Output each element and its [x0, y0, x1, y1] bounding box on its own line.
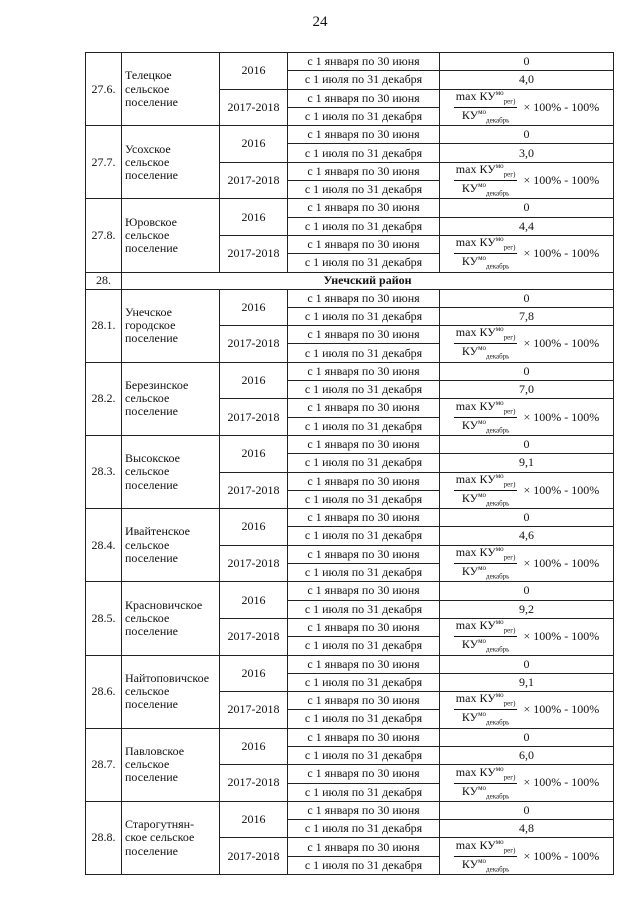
period-cell: с 1 июля по 31 декабря — [288, 107, 440, 125]
formula-den-sup: мо — [478, 710, 487, 719]
period-cell: с 1 января по 30 июня — [288, 199, 440, 217]
formula-den-main: КУ — [461, 344, 479, 359]
settlement-name-cell — [122, 582, 220, 655]
formula-denominator — [462, 710, 510, 727]
value-cell: 0 — [440, 435, 614, 453]
year-cell: 2017-2018 — [220, 472, 288, 509]
year-cell: 2017-2018 — [220, 692, 288, 729]
period-cell: с 1 января по 30 июня — [288, 655, 440, 673]
period-cell: с 1 июля по 31 декабря — [288, 144, 440, 162]
period-cell: с 1 января по 30 июня — [288, 289, 440, 307]
formula — [443, 163, 610, 198]
formula-den-sub: декабрь — [486, 426, 510, 435]
formula-den-sup: мо — [478, 783, 487, 792]
formula-fraction — [454, 619, 518, 654]
period-cell: с 1 июля по 31 декабря — [288, 181, 440, 199]
formula-fraction — [454, 692, 518, 727]
value-cell: 0 — [440, 801, 614, 819]
settlement-name: Березинское сельское поселение — [125, 378, 189, 419]
formula-numerator — [454, 473, 518, 491]
year-cell: 2017-2018 — [220, 838, 288, 875]
period-cell: с 1 июля по 31 декабря — [288, 710, 440, 728]
settlement-name-cell — [122, 362, 220, 435]
formula-tail: × 100% - 100% — [523, 848, 600, 863]
formula-denominator — [462, 108, 510, 125]
period-cell: с 1 июля по 31 декабря — [288, 673, 440, 691]
period-cell: с 1 июля по 31 декабря — [288, 381, 440, 399]
formula-den-main: КУ — [461, 564, 479, 579]
row-number: 28.2. — [86, 362, 122, 435]
period-cell: с 1 июля по 31 декабря — [288, 564, 440, 582]
period-cell: с 1 июля по 31 декабря — [288, 454, 440, 472]
value-cell: 0 — [440, 199, 614, 217]
formula-num-sub: рег) — [503, 846, 516, 855]
page-number: 24 — [312, 14, 328, 30]
formula-denominator — [462, 784, 510, 801]
formula-num-main: max КУ — [455, 545, 496, 559]
formula-den-sub: декабрь — [486, 645, 510, 654]
formula — [443, 473, 610, 508]
settlement-name: Старогутнян- ское сельское поселение — [125, 817, 195, 858]
settlement-name-cell — [122, 289, 220, 362]
formula-den-sub: декабрь — [486, 262, 510, 271]
period-cell: с 1 января по 30 июня — [288, 89, 440, 107]
year-cell: 2016 — [220, 126, 288, 163]
year-cell: 2016 — [220, 801, 288, 838]
formula-num-sub: рег) — [503, 699, 516, 708]
settlement-name-cell — [122, 801, 220, 874]
formula-den-sup: мо — [478, 417, 487, 426]
settlement-name: Павловское сельское поселение — [125, 744, 185, 785]
formula-denominator — [462, 637, 510, 654]
formula-denominator — [462, 254, 510, 271]
year-cell: 2016 — [220, 362, 288, 399]
formula-denominator — [462, 857, 510, 874]
year-cell: 2017-2018 — [220, 326, 288, 363]
period-cell: с 1 января по 30 июня — [288, 235, 440, 253]
period-cell: с 1 января по 30 июня — [288, 399, 440, 417]
year-cell: 2016 — [220, 199, 288, 236]
formula-num-sup: мо — [495, 545, 504, 553]
period-cell: с 1 января по 30 июня — [288, 362, 440, 380]
period-cell: с 1 июля по 31 декабря — [288, 344, 440, 362]
settlement-row — [86, 199, 614, 217]
formula-numerator — [454, 546, 518, 564]
period-cell: с 1 января по 30 июня — [288, 126, 440, 144]
year-cell: 2016 — [220, 728, 288, 765]
period-cell: с 1 января по 30 июня — [288, 53, 440, 71]
settlement-name-cell — [122, 655, 220, 728]
period-cell: с 1 июля по 31 декабря — [288, 600, 440, 618]
formula-num-sup: мо — [495, 691, 504, 700]
formula — [443, 839, 610, 874]
formula-cell — [440, 545, 614, 582]
formula-cell — [440, 399, 614, 436]
formula-num-sup: мо — [495, 89, 504, 97]
formula-den-main: КУ — [461, 710, 479, 725]
period-cell: с 1 июля по 31 декабря — [288, 307, 440, 325]
formula-den-sub: декабрь — [486, 189, 510, 198]
district-title: Унечский район — [122, 272, 614, 289]
period-cell: с 1 июля по 31 декабря — [288, 254, 440, 272]
formula-tail: × 100% - 100% — [523, 409, 600, 424]
value-cell: 9,1 — [440, 673, 614, 691]
formula-num-main: max КУ — [455, 89, 496, 103]
formula-num-sub: рег) — [503, 243, 516, 252]
formula-num-sup: мо — [495, 398, 504, 407]
period-cell: с 1 июля по 31 декабря — [288, 820, 440, 838]
value-cell: 4,6 — [440, 527, 614, 545]
formula-tail: × 100% - 100% — [523, 336, 600, 351]
year-cell: 2016 — [220, 509, 288, 546]
formula-num-sup: мо — [495, 472, 504, 480]
formula-tail: × 100% - 100% — [523, 246, 600, 261]
value-cell: 9,2 — [440, 600, 614, 618]
formula-den-sup: мо — [478, 344, 487, 353]
formula-numerator — [454, 400, 518, 418]
period-cell: с 1 июля по 31 декабря — [288, 217, 440, 235]
formula-num-sub: рег) — [503, 626, 516, 635]
formula-den-sub: декабрь — [486, 865, 510, 874]
period-cell: с 1 января по 30 июня — [288, 545, 440, 563]
formula-den-main: КУ — [461, 254, 479, 269]
formula-num-sup: мо — [495, 764, 504, 773]
settlement-row — [86, 728, 614, 746]
formula-fraction — [454, 90, 518, 125]
formula-num-main: max КУ — [455, 837, 496, 852]
formula-cell — [440, 838, 614, 875]
formula-den-main: КУ — [461, 417, 479, 432]
period-cell: с 1 июля по 31 декабря — [288, 71, 440, 89]
formula-tail: × 100% - 100% — [523, 775, 600, 790]
settlement-name: Телецкое сельское поселение — [125, 68, 179, 109]
formula — [443, 619, 610, 654]
row-number: 28.3. — [86, 435, 122, 508]
value-cell: 4,4 — [440, 217, 614, 235]
year-cell: 2017-2018 — [220, 162, 288, 199]
formula-tail: × 100% - 100% — [523, 555, 600, 570]
formula-den-sup: мо — [478, 490, 487, 499]
period-cell: с 1 июля по 31 декабря — [288, 856, 440, 874]
formula-denominator — [462, 181, 510, 198]
formula-tail: × 100% - 100% — [523, 702, 600, 717]
formula-den-sup: мо — [478, 856, 487, 865]
year-cell: 2016 — [220, 289, 288, 326]
formula — [443, 236, 610, 271]
value-cell: 4,8 — [440, 820, 614, 838]
period-cell: с 1 января по 30 июня — [288, 326, 440, 344]
settlement-name-cell — [122, 199, 220, 272]
value-cell: 6,0 — [440, 746, 614, 764]
formula-num-sup: мо — [495, 618, 504, 627]
period-cell: с 1 января по 30 июня — [288, 765, 440, 783]
row-number: 28.5. — [86, 582, 122, 655]
settlement-name: Юровское сельское поселение — [125, 214, 179, 256]
year-cell: 2017-2018 — [220, 618, 288, 655]
settlement-name: Ивайтенское сельское поселение — [125, 524, 190, 565]
formula-num-main: max КУ — [455, 325, 496, 340]
formula-numerator — [454, 326, 518, 344]
formula-den-main: КУ — [461, 107, 479, 122]
formula-numerator — [454, 766, 518, 784]
formula-cell — [440, 692, 614, 729]
formula-cell — [440, 472, 614, 509]
formula-den-sub: декабрь — [486, 352, 510, 361]
formula-den-sub: декабрь — [486, 116, 510, 125]
row-number: 28.8. — [86, 801, 122, 874]
period-cell: с 1 июля по 31 декабря — [288, 527, 440, 545]
settlement-name: Найтоповичское сельское поселение — [125, 670, 210, 712]
year-cell: 2016 — [220, 655, 288, 692]
row-number: 28.6. — [86, 655, 122, 728]
formula-fraction — [454, 546, 518, 581]
period-cell: с 1 июля по 31 декабря — [288, 490, 440, 508]
formula-cell — [440, 89, 614, 126]
period-cell: с 1 июля по 31 декабря — [288, 783, 440, 801]
settlement-row — [86, 801, 614, 819]
formula — [443, 90, 610, 125]
formula-den-sub: декабрь — [486, 572, 510, 581]
formula-den-sup: мо — [478, 107, 487, 116]
formula-num-sub: рег) — [503, 772, 516, 781]
formula-numerator — [454, 692, 518, 710]
formula-num-sub: рег) — [503, 480, 516, 489]
formula-num-sub: рег) — [503, 553, 516, 562]
formula-cell — [440, 326, 614, 363]
formula-num-main: max КУ — [455, 691, 496, 706]
row-number: 28.4. — [86, 509, 122, 582]
formula-den-sub: декабрь — [486, 791, 510, 800]
formula-num-main: max КУ — [455, 764, 496, 779]
settlement-row — [86, 126, 614, 144]
year-cell: 2017-2018 — [220, 399, 288, 436]
formula-fraction — [454, 236, 518, 271]
period-cell: с 1 июля по 31 декабря — [288, 637, 440, 655]
formula-numerator — [454, 619, 518, 637]
formula-num-sub: рег) — [503, 170, 516, 179]
row-number: 28.1. — [86, 289, 122, 362]
value-cell: 7,8 — [440, 307, 614, 325]
value-cell: 9,1 — [440, 454, 614, 472]
value-cell: 0 — [440, 728, 614, 746]
formula-numerator — [454, 163, 518, 181]
formula-num-main: max КУ — [455, 618, 496, 633]
formula-fraction — [454, 400, 518, 435]
settlement-row — [86, 655, 614, 673]
formula-num-main: max КУ — [455, 398, 496, 413]
period-cell: с 1 января по 30 июня — [288, 435, 440, 453]
district-row — [86, 272, 614, 289]
period-cell: с 1 января по 30 июня — [288, 838, 440, 856]
formula — [443, 766, 610, 801]
settlement-name-cell — [122, 126, 220, 199]
formula — [443, 326, 610, 361]
value-cell: 0 — [440, 126, 614, 144]
settlement-row — [86, 53, 614, 71]
formula-denominator — [462, 418, 510, 435]
year-cell: 2017-2018 — [220, 89, 288, 126]
period-cell: с 1 января по 30 июня — [288, 582, 440, 600]
formula-den-sub: декабрь — [486, 499, 510, 508]
formula — [443, 400, 610, 435]
formula-fraction — [454, 839, 518, 874]
formula-num-sup: мо — [495, 325, 504, 334]
formula-den-main: КУ — [461, 490, 479, 505]
year-cell: 2016 — [220, 53, 288, 90]
formula-den-main: КУ — [461, 181, 479, 196]
value-cell: 7,0 — [440, 381, 614, 399]
formula-fraction — [454, 766, 518, 801]
formula-num-sub: рег) — [503, 97, 516, 106]
settlement-row — [86, 289, 614, 307]
formula-numerator — [454, 90, 518, 108]
settlement-name: Унечское городское поселение — [125, 304, 179, 346]
settlement-row — [86, 362, 614, 380]
formula-den-sup: мо — [478, 564, 487, 573]
formula-tail: × 100% - 100% — [523, 629, 600, 644]
value-cell: 0 — [440, 582, 614, 600]
settlement-name: Высокское сельское поселение — [125, 451, 180, 492]
period-cell: с 1 января по 30 июня — [288, 509, 440, 527]
row-number: 27.6. — [86, 53, 122, 126]
settlement-name: Усохское сельское поселение — [125, 141, 179, 182]
settlement-name-cell — [122, 509, 220, 582]
formula-den-main: КУ — [461, 783, 479, 798]
period-cell: с 1 января по 30 июня — [288, 728, 440, 746]
tariff-limit-table — [85, 52, 614, 875]
formula — [443, 546, 610, 581]
formula-denominator — [462, 491, 510, 508]
year-cell: 2016 — [220, 582, 288, 619]
period-cell: с 1 июля по 31 декабря — [288, 417, 440, 435]
formula-den-sup: мо — [478, 254, 487, 263]
row-number: 27.7. — [86, 126, 122, 199]
formula-fraction — [454, 163, 518, 198]
formula-tail: × 100% - 100% — [523, 482, 600, 497]
formula-den-sup: мо — [478, 637, 487, 646]
formula-num-sub: рег) — [503, 406, 516, 415]
value-cell: 0 — [440, 53, 614, 71]
value-cell: 0 — [440, 289, 614, 307]
formula-numerator — [454, 236, 518, 254]
year-cell: 2017-2018 — [220, 765, 288, 802]
formula — [443, 692, 610, 727]
formula-num-sub: рег) — [503, 333, 516, 342]
formula-num-main: max КУ — [455, 472, 496, 486]
period-cell: с 1 января по 30 июня — [288, 472, 440, 490]
formula-tail: × 100% - 100% — [523, 172, 600, 187]
row-number: 27.8. — [86, 199, 122, 272]
formula-denominator — [462, 564, 510, 581]
formula-fraction — [454, 326, 518, 361]
period-cell: с 1 января по 30 июня — [288, 618, 440, 636]
value-cell: 4,0 — [440, 71, 614, 89]
value-cell: 0 — [440, 362, 614, 380]
formula-tail: × 100% - 100% — [523, 99, 600, 114]
year-cell: 2017-2018 — [220, 235, 288, 272]
period-cell: с 1 января по 30 июня — [288, 162, 440, 180]
formula-cell — [440, 235, 614, 272]
period-cell: с 1 января по 30 июня — [288, 692, 440, 710]
year-cell: 2017-2018 — [220, 545, 288, 582]
settlement-row — [86, 582, 614, 600]
formula-cell — [440, 618, 614, 655]
formula-num-main: max КУ — [455, 235, 496, 250]
formula-den-sub: декабрь — [486, 718, 510, 727]
formula-numerator — [454, 839, 518, 857]
year-cell: 2016 — [220, 435, 288, 472]
value-cell: 0 — [440, 655, 614, 673]
district-number: 28. — [86, 272, 122, 289]
formula-cell — [440, 765, 614, 802]
formula-num-sup: мо — [495, 235, 504, 244]
formula-den-main: КУ — [461, 637, 479, 652]
formula-num-sup: мо — [495, 162, 504, 170]
value-cell: 0 — [440, 509, 614, 527]
settlement-row — [86, 435, 614, 453]
settlement-name-cell — [122, 728, 220, 801]
period-cell: с 1 января по 30 июня — [288, 801, 440, 819]
formula-den-main: КУ — [461, 856, 479, 871]
value-cell: 3,0 — [440, 144, 614, 162]
settlement-row — [86, 509, 614, 527]
row-number: 28.7. — [86, 728, 122, 801]
formula-cell — [440, 162, 614, 199]
formula-num-sup: мо — [495, 837, 504, 846]
period-cell: с 1 июля по 31 декабря — [288, 746, 440, 764]
formula-den-sup: мо — [478, 181, 487, 190]
settlement-name-cell — [122, 53, 220, 126]
settlement-name-cell — [122, 435, 220, 508]
formula-fraction — [454, 473, 518, 508]
formula-num-main: max КУ — [455, 162, 496, 176]
formula-denominator — [462, 344, 510, 361]
settlement-name: Красновичское сельское поселение — [125, 597, 203, 638]
